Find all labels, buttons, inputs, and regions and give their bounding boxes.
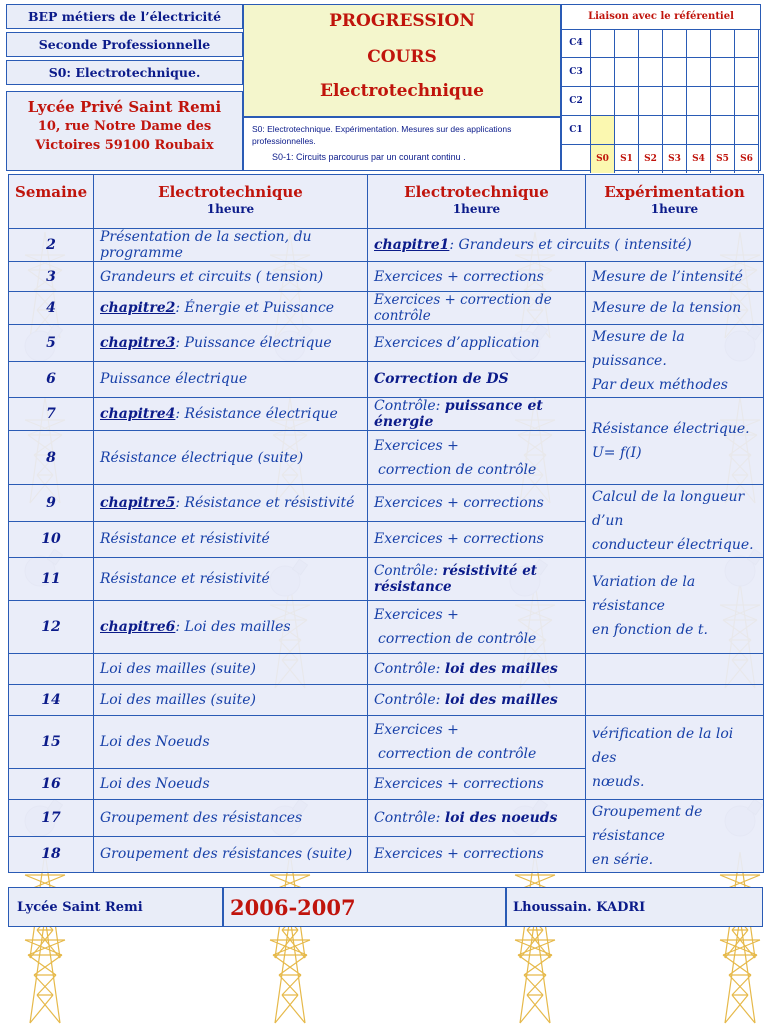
referential-column-label: S6 — [735, 145, 759, 173]
header-week: Semaine — [9, 175, 94, 229]
referential-column-label: S5 — [711, 145, 735, 173]
course-cell: Résistance électrique (suite) — [94, 431, 368, 485]
course-cell: chapitre4: Résistance électrique — [94, 398, 368, 431]
table-row — [9, 485, 764, 522]
school-address-1: 10, rue Notre Dame des — [37, 119, 212, 134]
referential-cell — [711, 29, 735, 57]
course-cell: Exercices + corrections — [368, 485, 586, 522]
referential-cell — [615, 87, 639, 115]
course-cell: Exercices + correction de contrôle — [368, 716, 586, 769]
referential-cell — [591, 58, 615, 86]
referential-cell — [663, 116, 687, 144]
week-cell: 6 — [9, 361, 94, 398]
week-cell: 16 — [9, 769, 94, 800]
course-cell: Exercices + corrections — [368, 521, 586, 558]
referential-cell — [615, 58, 639, 86]
referential-cell — [663, 29, 687, 57]
footer-school: Lycée Saint Remi — [8, 887, 223, 927]
progression-table — [8, 174, 764, 873]
course-cell: Loi des mailles (suite) — [94, 654, 368, 685]
school-block — [6, 91, 243, 171]
footer-author: Lhoussain. KADRI — [506, 887, 763, 927]
course-cell: Correction de DS — [368, 361, 586, 398]
week-cell: 8 — [9, 431, 94, 485]
week-cell: 5 — [9, 325, 94, 362]
table-row — [9, 325, 764, 362]
referential-cell — [735, 116, 759, 144]
experiment-cell — [586, 685, 764, 716]
week-cell: 15 — [9, 716, 94, 769]
title-progression: PROGRESSION — [329, 11, 475, 31]
course-cell: Grandeurs et circuits ( tension) — [94, 262, 368, 292]
table-row — [9, 398, 764, 431]
referential-cell — [735, 87, 759, 115]
pylon-icon — [715, 915, 765, 1025]
referential-row-label: C1 — [562, 116, 591, 144]
week-cell: 11 — [9, 558, 94, 601]
table-row — [9, 685, 764, 716]
course-cell: Exercices d’application — [368, 325, 586, 362]
description-block — [243, 117, 561, 171]
header-bep-label: BEP métiers de l’électricité — [6, 4, 243, 29]
table-row — [9, 716, 764, 769]
referential-row — [562, 116, 759, 145]
week-cell: 3 — [9, 262, 94, 292]
referential-row-label: C4 — [562, 29, 591, 57]
referential-title: Liaison avec le référentiel — [562, 5, 760, 30]
referential-cell — [687, 58, 711, 86]
table-row — [9, 292, 764, 325]
week-cell: 18 — [9, 836, 94, 873]
table-row — [9, 654, 764, 685]
referential-row — [562, 29, 759, 58]
course-cell: Résistance et résistivité — [94, 558, 368, 601]
course-cell: chapitre1: Grandeurs et circuits ( intensité) — [368, 229, 764, 262]
header-s0-label: S0: Electrotechnique. — [6, 60, 243, 85]
footer-year: 2006-2007 — [223, 887, 506, 927]
description-s0-1: S0-1: Circuits parcourus par un courant continu . — [272, 152, 466, 162]
experiment-cell: Mesure de la puissance. Par deux méthodes — [586, 325, 764, 398]
table-row — [9, 558, 764, 601]
school-address-2: Victoires 59100 Roubaix — [35, 138, 214, 153]
referential-cell — [591, 29, 615, 57]
experiment-cell: Variation de la résistance en fonction de t. — [586, 558, 764, 654]
description-s0: S0: Electrotechnique. Expérimentation. Mesures sur des applications professionnelles. — [252, 124, 512, 146]
referential-row — [562, 58, 759, 87]
referential-row-label: C2 — [562, 87, 591, 115]
experiment-cell: Groupement de résistance en série. — [586, 800, 764, 873]
course-cell: Résistance et résistivité — [94, 521, 368, 558]
referential-row — [562, 87, 759, 116]
referential-cell — [663, 58, 687, 86]
course-cell: Présentation de la section, du programme — [94, 229, 368, 262]
course-cell: Contrôle: loi des mailles — [368, 654, 586, 685]
referential-cells — [562, 29, 759, 173]
course-cell: Exercices + correction de contrôle — [368, 431, 586, 485]
pylon-icon — [20, 915, 70, 1025]
week-cell: 9 — [9, 485, 94, 522]
referential-cell — [687, 116, 711, 144]
header-electrotech-2: Electrotechnique 1heure — [368, 175, 586, 229]
page-footer — [8, 887, 763, 927]
course-cell: Contrôle: puissance et énergie — [368, 398, 586, 431]
course-cell: Exercices + correction de contrôle — [368, 601, 586, 654]
course-cell: Puissance électrique — [94, 361, 368, 398]
table-row — [9, 229, 764, 262]
week-cell: 17 — [9, 800, 94, 837]
pylon-icon — [265, 915, 315, 1025]
table-row — [9, 262, 764, 292]
experiment-cell: Résistance électrique. U= f(I) — [586, 398, 764, 485]
experiment-cell: Calcul de la longueur d’un conducteur électrique. — [586, 485, 764, 558]
course-cell: chapitre6: Loi des mailles — [94, 601, 368, 654]
course-cell: Exercices + corrections — [368, 836, 586, 873]
referential-cell — [711, 58, 735, 86]
referential-row-label: C3 — [562, 58, 591, 86]
referential-cell — [639, 116, 663, 144]
title-electrotechnique: Electrotechnique — [320, 81, 484, 101]
referential-cell — [735, 58, 759, 86]
school-name: Lycée Privé Saint Remi — [27, 98, 222, 116]
course-cell: Groupement des résistances (suite) — [94, 836, 368, 873]
title-cours: COURS — [367, 47, 437, 67]
referential-cell — [591, 87, 615, 115]
referential-column-label: S0 — [591, 145, 615, 173]
course-cell: Loi des Noeuds — [94, 769, 368, 800]
header-class-label: Seconde Professionnelle — [6, 32, 243, 57]
course-cell: Contrôle: loi des noeuds — [368, 800, 586, 837]
referential-cell — [615, 116, 639, 144]
header-experimentation: Expérimentation 1heure — [586, 175, 764, 229]
week-cell: 4 — [9, 292, 94, 325]
referential-cell — [687, 87, 711, 115]
experiment-cell: Mesure de la tension — [586, 292, 764, 325]
referential-cell — [639, 29, 663, 57]
experiment-cell — [586, 654, 764, 685]
referential-cell — [639, 87, 663, 115]
pylon-icon — [510, 915, 560, 1025]
experiment-cell: Mesure de l’intensité — [586, 262, 764, 292]
course-cell: Exercices + correction de contrôle — [368, 292, 586, 325]
referential-column-label: S2 — [639, 145, 663, 173]
course-cell: Groupement des résistances — [94, 800, 368, 837]
header-electrotech-1: Electrotechnique 1heure — [94, 175, 368, 229]
referential-grid — [561, 4, 761, 171]
referential-cell — [711, 116, 735, 144]
page-header — [6, 4, 761, 170]
referential-column-label: S4 — [687, 145, 711, 173]
referential-cell — [735, 29, 759, 57]
course-cell: Exercices + corrections — [368, 262, 586, 292]
referential-cell — [711, 87, 735, 115]
course-cell: chapitre3: Puissance électrique — [94, 325, 368, 362]
course-cell: chapitre2: Énergie et Puissance — [94, 292, 368, 325]
course-cell: chapitre5: Résistance et résistivité — [94, 485, 368, 522]
course-cell: Loi des mailles (suite) — [94, 685, 368, 716]
referential-column-label: S1 — [615, 145, 639, 173]
week-cell: 14 — [9, 685, 94, 716]
week-cell: 7 — [9, 398, 94, 431]
week-cell: 10 — [9, 521, 94, 558]
referential-corner — [562, 145, 591, 173]
referential-column-labels — [562, 145, 759, 173]
title-block — [243, 4, 561, 117]
referential-cell — [639, 58, 663, 86]
course-cell: Exercices + corrections — [368, 769, 586, 800]
week-cell: 2 — [9, 229, 94, 262]
referential-cell — [615, 29, 639, 57]
experiment-cell: vérification de la loi des nœuds. — [586, 716, 764, 800]
course-cell: Contrôle: loi des mailles — [368, 685, 586, 716]
referential-cell — [663, 87, 687, 115]
week-cell: 12 — [9, 601, 94, 654]
course-cell: Loi des Noeuds — [94, 716, 368, 769]
referential-column-label: S3 — [663, 145, 687, 173]
course-cell: Contrôle: résistivité et résistance — [368, 558, 586, 601]
table-row — [9, 800, 764, 837]
referential-cell — [591, 116, 615, 144]
week-cell — [9, 654, 94, 685]
referential-cell — [687, 29, 711, 57]
